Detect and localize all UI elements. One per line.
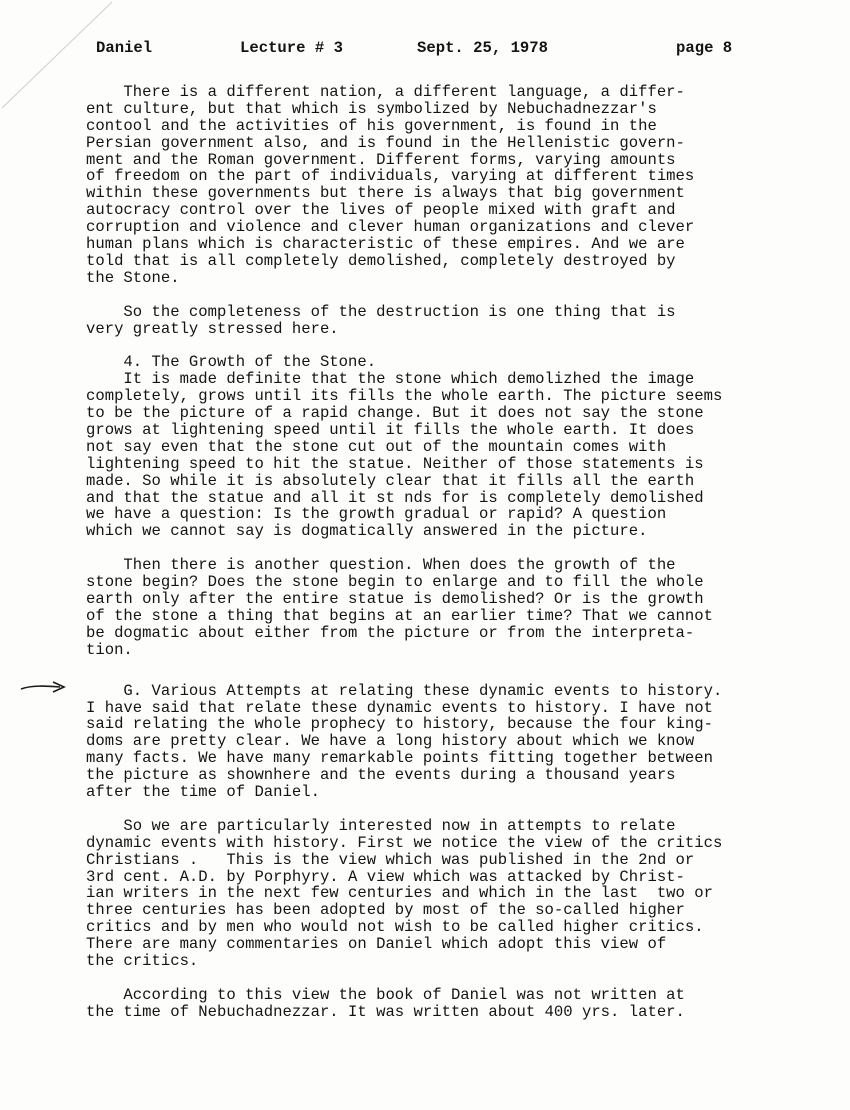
text-line: the picture as shownhere and the events during a thousand years [86,766,676,785]
text-line: ent culture, but that which is symbolized by Nebuchadnezzar's [86,99,657,118]
text-line: tion. [86,640,133,659]
text-line: human plans which is characteristic of these empires. And we are [86,235,685,254]
text-line: I have said that relate these dynamic events to history. I have not [86,698,713,717]
text-line: ian writers in the next few centuries and which in the last two or [86,884,713,903]
paragraph-spacer [86,970,806,987]
text-line: stone begin? Does the stone begin to enlarge and to fill the whole [86,573,704,592]
text-line: Christians . This is the view which was published in the 2nd or [86,850,695,869]
text-line: earth only after the entire statue is demolished? Or is the growth [86,590,704,609]
text-line: we have a question: Is the growth gradual or rapid? A question [86,505,667,524]
text-line: not say even that the stone cut out of the mountain comes with [86,437,667,456]
paragraph [86,818,806,970]
paragraph-spacer [86,659,806,683]
text-line: and that the statue and all it st nds for is completely demolished [86,488,704,507]
text-line: Then there is another question. When does the growth of the [86,556,676,575]
paragraph [86,84,806,287]
text-line: ment and the Roman government. Different forms, varying amounts [86,150,676,169]
text-line: which we cannot say is dogmatically answered in the picture. [86,522,648,541]
text-line: So we are particularly interested now in attempts to relate [86,816,676,835]
text-line: after the time of Daniel. [86,782,320,801]
paragraph [86,557,806,658]
text-line: According to this view the book of Daniel was not written at [86,985,685,1004]
text-line: the time of Nebuchadnezzar. It was written about 400 yrs. later. [86,1002,685,1021]
text-line: 3rd cent. A.D. by Porphyry. A view which was attacked by Christ- [86,867,685,886]
header-course: Daniel [96,39,153,57]
header-date: Sept. 25, 1978 [417,39,549,57]
text-line: corruption and violence and clever human organizations and clever [86,218,695,237]
text-line: the critics. [86,951,199,970]
paragraph-spacer [86,540,806,557]
text-line: critics and by men who would not wish to be called higher critics. [86,918,704,937]
text-line: many facts. We have many remarkable points fitting together between [86,749,713,768]
paragraph-list [86,84,806,1021]
text-line: dynamic events with history. First we notice the view of the critics [86,833,723,852]
text-line: three centuries has been adopted by most of the so-called higher [86,901,685,920]
text-line: said relating the whole prophecy to history, because the four king- [86,715,713,734]
paragraph-spacer [86,801,806,818]
lecture-body [86,84,806,1021]
text-line: of the stone a thing that begins at an earlier time? That we cannot [86,606,713,625]
header-page-number: page 8 [676,39,733,57]
text-line: within these governments but there is always that big government [86,184,685,203]
text-line: to be the picture of a rapid change. But it does not say the stone [86,404,704,423]
paragraph [86,354,806,540]
paragraph [86,304,806,338]
text-line: So the completeness of the destruction is one thing that is [86,302,676,321]
text-line: completely, grows until its fills the whole earth. The picture seems [86,387,723,406]
text-line: told that is all completely demolished, completely destroyed by [86,251,676,270]
paragraph-spacer [86,287,806,304]
text-line: of freedom on the part of individuals, varying at different times [86,167,695,186]
right-arrow-icon [20,680,68,694]
paragraph [86,987,806,1021]
text-line: Persian government also, and is found in the Hellenistic govern- [86,133,685,152]
text-line: There is a different nation, a different language, a differ- [86,83,685,101]
text-line: contool and the activities of his government, is found in the [86,116,657,135]
text-line: 4. The Growth of the Stone. [86,353,377,372]
paragraph-spacer [86,337,806,354]
text-line: the Stone. [86,268,180,287]
paragraph [86,683,806,801]
page-header [0,40,850,60]
text-line: be dogmatic about either from the picture or from the interpreta- [86,623,695,642]
text-line: lightening speed to hit the statue. Neither of those statements is [86,454,704,473]
header-lecture: Lecture # 3 [240,39,343,57]
text-line: There are many commentaries on Daniel which adopt this view of [86,935,667,954]
text-line: doms are pretty clear. We have a long history about which we know [86,732,695,751]
text-line: made. So while it is absolutely clear that it fills all the earth [86,471,695,490]
text-line: autocracy control over the lives of people mixed with graft and [86,201,676,220]
text-line: It is made definite that the stone which demolizhed the image [86,370,695,389]
text-line: G. Various Attempts at relating these dynamic events to history. [86,681,723,700]
text-line: grows at lightening speed until it fills the whole earth. It does [86,421,695,440]
text-line: very greatly stressed here. [86,319,339,338]
